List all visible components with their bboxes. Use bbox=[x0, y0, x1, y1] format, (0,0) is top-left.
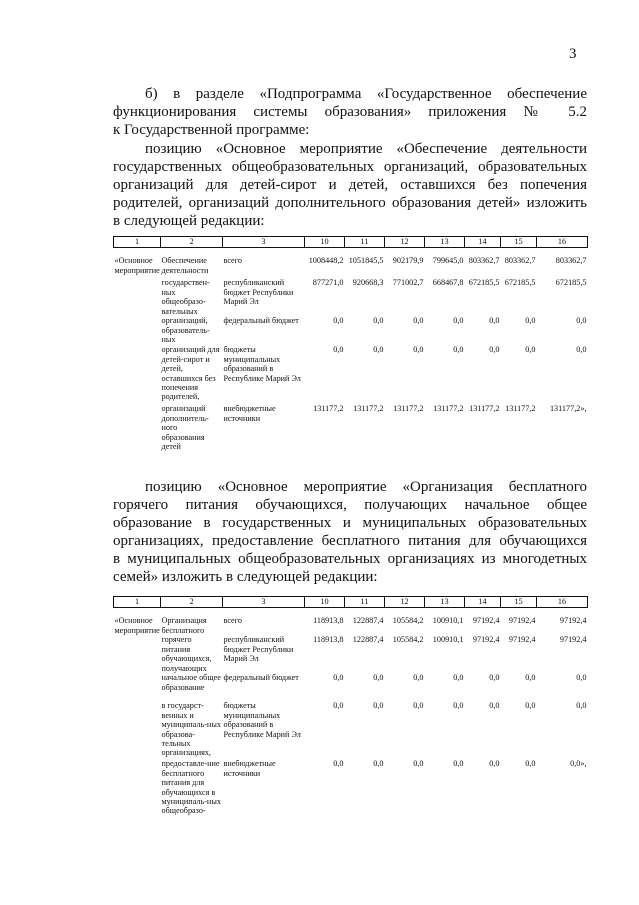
value-cell: 672185,5 bbox=[504, 278, 536, 288]
value-cell: 0,0 bbox=[576, 316, 587, 326]
value-cell: 0,0 bbox=[413, 345, 424, 355]
header-cell: 11 bbox=[345, 237, 385, 248]
measure-type: «Основное мероприятие bbox=[114, 616, 160, 635]
value-cell: 672185,5 bbox=[555, 278, 587, 288]
value-cell: 0,0 bbox=[489, 345, 500, 355]
value-cell: 105584,2 bbox=[392, 616, 424, 626]
header-cell: 14 bbox=[465, 597, 501, 608]
value-cell: 97192,4 bbox=[472, 635, 500, 645]
text-line: к Государственной программе: bbox=[113, 122, 310, 138]
text-line: в муниципальных общеобразовательных организациях из многодетных bbox=[113, 551, 587, 567]
funding-source: республиканский бюджет Республики Марий Эл bbox=[223, 635, 294, 664]
value-cell: 902179,9 bbox=[392, 256, 424, 266]
value-cell: 799645,0 bbox=[432, 256, 464, 266]
header-cell: 2 bbox=[161, 237, 223, 248]
value-cell: 122887,4 bbox=[352, 635, 384, 645]
value-cell: 0,0 bbox=[576, 701, 587, 711]
measure-type: «Основное мероприятие bbox=[114, 256, 160, 275]
value-cell: 668467,8 bbox=[432, 278, 464, 288]
value-cell: 0,0 bbox=[525, 316, 536, 326]
value-cell: 0,0 bbox=[525, 673, 536, 683]
funding-source: республиканский бюджет Республики Марий Эл bbox=[223, 278, 294, 307]
value-cell: 877271,0 bbox=[312, 278, 344, 288]
measure-name-part: Организация бесплатного bbox=[161, 616, 207, 635]
funding-source: внебюджетные источники bbox=[223, 759, 276, 778]
position2-paragraph bbox=[113, 478, 587, 586]
text-line: государственных общеобразовательных организаций, образовательных bbox=[113, 159, 587, 175]
value-cell: 0,0 bbox=[413, 673, 424, 683]
value-cell: 0,0 bbox=[413, 701, 424, 711]
measure-name-part: организаций для детей-сирот и детей, оставшихся без попечения родителей, bbox=[161, 345, 220, 402]
value-cell: 97192,4 bbox=[559, 616, 587, 626]
position1-paragraph bbox=[113, 140, 587, 230]
header-cell: 3 bbox=[223, 597, 305, 608]
text-line: позицию «Основное мероприятие «Организация бесплатного bbox=[145, 479, 587, 495]
value-cell: 131177,2 bbox=[505, 404, 536, 414]
header-cell: 3 bbox=[223, 237, 305, 248]
measure-name bbox=[161, 616, 223, 839]
value-cell: 0,0 bbox=[453, 345, 464, 355]
value-cell: 131177,2 bbox=[433, 404, 464, 414]
funding-source: федеральный бюджет bbox=[223, 316, 299, 326]
text-line: б) в разделе «Подпрограмма «Государственное обеспечение bbox=[145, 86, 587, 102]
header-cell: 2 bbox=[161, 597, 223, 608]
funding-source: бюджеты муниципальных образований в Республике Марий Эл bbox=[223, 345, 301, 383]
header-cell: 13 bbox=[425, 597, 465, 608]
table-position2 bbox=[113, 596, 588, 839]
value-cell: 1008448,2 bbox=[308, 256, 344, 266]
header-cell: 1 bbox=[114, 237, 161, 248]
text-line: родителей, организаций дополнительного образования детей» изложить bbox=[113, 195, 587, 211]
value-cell: 0,0 bbox=[489, 759, 500, 769]
funding-source: федеральный бюджет bbox=[223, 673, 299, 683]
value-cell: 0,0 bbox=[489, 673, 500, 683]
value-cell: 1051845,5 bbox=[348, 256, 384, 266]
value-cell: 0,0 bbox=[413, 316, 424, 326]
value-cell: 0,0 bbox=[413, 759, 424, 769]
measure-name-part: Обеспечение деятельности bbox=[161, 256, 209, 275]
value-cell: 0,0 bbox=[373, 673, 384, 683]
value-cell: 920668,3 bbox=[352, 278, 384, 288]
value-cell: 131177,2 bbox=[469, 404, 500, 414]
value-cell: 0,0 bbox=[489, 701, 500, 711]
text-line: горячего питания обучающихся, получающих начальное общее bbox=[113, 497, 587, 513]
value-cell: 0,0 bbox=[373, 345, 384, 355]
value-cell: 97192,4 bbox=[508, 635, 536, 645]
header-cell: 12 bbox=[385, 237, 425, 248]
text-line: функционирования системы образования» приложения № 5.2 bbox=[113, 104, 587, 120]
value-cell: 0,0 bbox=[525, 759, 536, 769]
value-cell: 0,0 bbox=[453, 316, 464, 326]
text-line: образование в государственных и муниципальных образовательных bbox=[113, 515, 587, 531]
value-cell: 0,0 bbox=[373, 316, 384, 326]
value-cell: 0,0», bbox=[570, 759, 587, 769]
value-cell: 0,0 bbox=[489, 316, 500, 326]
value-cell: 131177,2 bbox=[393, 404, 424, 414]
value-cell: 803362,7 bbox=[555, 256, 587, 266]
value-cell: 100910,1 bbox=[432, 635, 464, 645]
measure-name-part: начальное общее образование bbox=[161, 673, 221, 692]
table-header-row bbox=[114, 237, 588, 248]
value-cell: 0,0 bbox=[333, 759, 344, 769]
measure-name-part: горячего питания обучающихся, получающих bbox=[161, 635, 212, 673]
header-cell: 16 bbox=[537, 597, 588, 608]
intro-paragraph bbox=[113, 85, 587, 139]
header-cell: 10 bbox=[305, 597, 345, 608]
value-cell: 97192,4 bbox=[508, 616, 536, 626]
funding-source: внебюджетные источники bbox=[223, 404, 276, 423]
value-cell: 0,0 bbox=[333, 316, 344, 326]
text-line: позицию «Основное мероприятие «Обеспечение деятельности bbox=[145, 141, 587, 157]
value-cell: 0,0 bbox=[373, 759, 384, 769]
measure-name-part: предоставле-ние бесплатного питания для обучающихся в муниципаль-ных общеобразо- bbox=[161, 759, 221, 816]
header-cell: 11 bbox=[345, 597, 385, 608]
value-cell: 771002,7 bbox=[392, 278, 424, 288]
text-line: семей» изложить в следующей редакции: bbox=[113, 569, 378, 585]
value-cell: 105584,2 bbox=[392, 635, 424, 645]
value-cell: 131177,2 bbox=[353, 404, 384, 414]
value-cell: 803362,7 bbox=[504, 256, 536, 266]
value-cell: 0,0 bbox=[453, 759, 464, 769]
value-cell: 0,0 bbox=[333, 701, 344, 711]
table-header-row bbox=[114, 597, 588, 608]
value-cell: 672185,5 bbox=[468, 278, 500, 288]
header-cell: 16 bbox=[537, 237, 588, 248]
value-cell: 0,0 bbox=[333, 673, 344, 683]
value-cell: 0,0 bbox=[333, 345, 344, 355]
text-line: в следующей редакции: bbox=[113, 213, 265, 229]
value-cell: 0,0 bbox=[453, 701, 464, 711]
value-cell: 0,0 bbox=[576, 673, 587, 683]
value-cell: 118913,8 bbox=[313, 635, 344, 645]
funding-source: бюджеты муниципальных образований в Республике Марий Эл bbox=[223, 701, 301, 739]
value-cell: 97192,4 bbox=[472, 616, 500, 626]
value-cell: 100910,1 bbox=[432, 616, 464, 626]
measure-name-part: организаций, образователь-ных bbox=[161, 316, 210, 345]
value-cell: 97192,4 bbox=[559, 635, 587, 645]
text-line: организациях, предоставление бесплатного питания для обучающихся bbox=[113, 533, 587, 549]
measure-name-part: государствен-ных общеобразо-вательных bbox=[161, 278, 210, 316]
value-cell: 0,0 bbox=[525, 701, 536, 711]
value-cell: 131177,2 bbox=[313, 404, 344, 414]
header-cell: 15 bbox=[501, 597, 537, 608]
measure-name-part: в государст-венных и муниципаль-ных образова-тельных организациях, bbox=[161, 701, 221, 758]
table-row bbox=[114, 616, 588, 635]
value-cell: 803362,7 bbox=[468, 256, 500, 266]
measure-name bbox=[161, 256, 223, 452]
value-cell: 0,0 bbox=[453, 673, 464, 683]
text-line: организаций для детей-сирот и детей, оставшихся без попечения bbox=[113, 177, 587, 193]
value-cell: 122887,4 bbox=[352, 616, 384, 626]
table-row bbox=[114, 256, 588, 278]
header-cell: 14 bbox=[465, 237, 501, 248]
funding-source: всего bbox=[223, 256, 242, 266]
header-cell: 13 bbox=[425, 237, 465, 248]
value-cell: 0,0 bbox=[373, 701, 384, 711]
value-cell: 0,0 bbox=[576, 345, 587, 355]
value-cell: 118913,8 bbox=[313, 616, 344, 626]
page-number: 3 bbox=[569, 46, 577, 62]
header-cell: 10 bbox=[305, 237, 345, 248]
funding-source: всего bbox=[223, 616, 242, 626]
header-cell: 1 bbox=[114, 597, 161, 608]
header-cell: 12 bbox=[385, 597, 425, 608]
header-cell: 15 bbox=[501, 237, 537, 248]
value-cell: 131177,2», bbox=[549, 404, 587, 414]
table-position1 bbox=[113, 236, 588, 452]
measure-name-part: организаций дополнитель-ного образования детей bbox=[161, 404, 209, 452]
value-cell: 0,0 bbox=[525, 345, 536, 355]
